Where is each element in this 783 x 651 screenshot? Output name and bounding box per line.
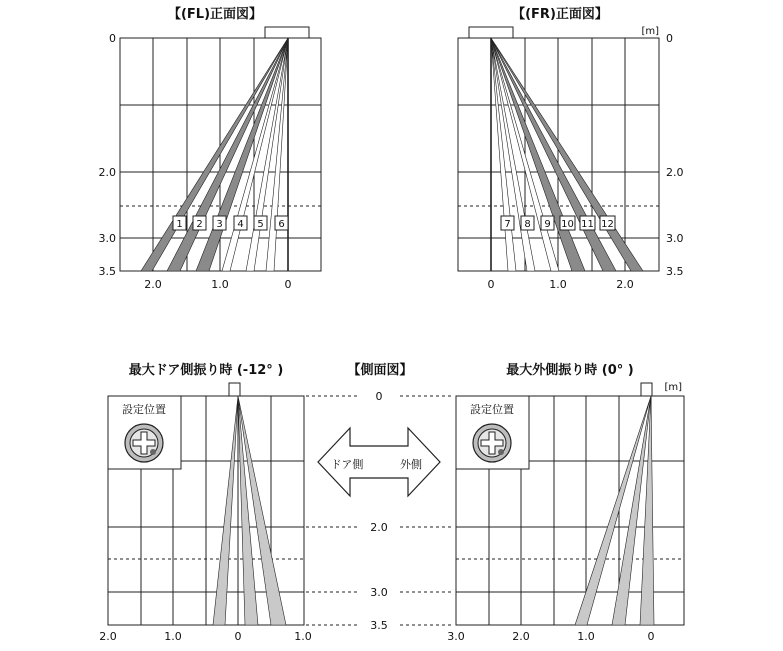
side-right-sensor xyxy=(641,383,652,396)
fr-label-8: 8 xyxy=(524,219,531,230)
fl-beams xyxy=(141,38,288,271)
fl-label-4: 4 xyxy=(237,219,244,230)
side-left-x-tick-0: 2.0 xyxy=(99,630,117,643)
side-left-x-tick-2: 0 xyxy=(234,630,242,643)
fr-x-tick-0: 0 xyxy=(487,278,495,291)
fr-x-tick-1: 1.0 xyxy=(549,278,567,291)
fl-x-tick-0: 2.0 xyxy=(144,278,162,291)
fl-label-1: 1 xyxy=(176,219,183,230)
fr-front-title: 【(FR)正面図】 xyxy=(512,7,608,22)
side-right-x-tick-1: 2.0 xyxy=(512,630,530,643)
fl-front-title: 【(FL)正面図】 xyxy=(167,7,263,22)
side-right-setting-label: 設定位置 xyxy=(470,403,514,416)
fr-y-tick-0: 0 xyxy=(666,32,673,45)
side-center-scale xyxy=(306,390,454,632)
side-right-title: 最大外側振り時 (0° ) xyxy=(506,363,634,378)
fr-front-view xyxy=(458,6,684,291)
fl-sensor-housing xyxy=(265,27,309,38)
side-left-x-tick-1: 1.0 xyxy=(164,630,182,643)
side-view xyxy=(99,362,684,643)
fr-label-10: 10 xyxy=(561,219,574,230)
side-right-x-tick-0: 3.0 xyxy=(447,630,465,643)
side-center-tick-2: 3.0 xyxy=(370,586,388,599)
fr-grid-lines xyxy=(458,38,659,271)
fl-y-tick-0: 0 xyxy=(109,32,116,45)
fl-label-5: 5 xyxy=(257,219,264,230)
side-right-x-tick-3: 0 xyxy=(647,630,655,643)
side-left-setting-label: 設定位置 xyxy=(122,403,166,416)
side-right-x-tick-2: 1.0 xyxy=(577,630,595,643)
side-left-sensor xyxy=(229,383,240,396)
fr-y-tick-3: 3.5 xyxy=(666,265,684,278)
fl-label-6: 6 xyxy=(278,219,285,230)
arrow-door-side-label: ドア側 xyxy=(330,458,364,471)
fr-unit-label: [m] xyxy=(641,26,659,37)
fr-label-12: 12 xyxy=(601,219,614,230)
side-unit-label: [m] xyxy=(664,382,682,393)
side-title: 【側面図】 xyxy=(347,363,413,378)
fr-beams xyxy=(491,38,643,271)
side-center-tick-0: 0 xyxy=(375,390,383,403)
side-left-knob-icon xyxy=(125,424,163,462)
side-left-title: 最大ドア側振り時 (-12° ) xyxy=(128,363,284,378)
fr-label-7: 7 xyxy=(504,219,511,230)
fr-sensor-housing xyxy=(469,27,513,38)
side-right-knob-icon xyxy=(473,424,511,462)
fl-label-3: 3 xyxy=(216,219,223,230)
arrow-outside-label: 外側 xyxy=(400,458,422,471)
fl-label-2: 2 xyxy=(196,219,203,230)
fl-x-tick-2: 0 xyxy=(284,278,292,291)
fl-y-tick-1: 2.0 xyxy=(98,166,116,179)
fr-beam-10 xyxy=(491,38,585,271)
fr-label-9: 9 xyxy=(544,219,551,230)
fr-y-tick-1: 2.0 xyxy=(666,166,684,179)
fr-label-11: 11 xyxy=(581,219,594,230)
side-center-tick-1: 2.0 xyxy=(370,521,388,534)
fl-x-tick-1: 1.0 xyxy=(211,278,229,291)
fr-y-tick-2: 3.0 xyxy=(666,232,684,245)
fl-y-tick-2: 3.0 xyxy=(98,232,116,245)
fl-front-view xyxy=(99,6,322,291)
fl-y-tick-3: 3.5 xyxy=(98,265,116,278)
side-center-tick-3: 3.5 xyxy=(370,619,388,632)
side-right-beams xyxy=(575,396,654,625)
side-left-beam-1 xyxy=(213,396,238,625)
side-left-beams xyxy=(213,396,286,625)
fr-x-tick-2: 2.0 xyxy=(616,278,634,291)
side-left-x-tick-3: 1.0 xyxy=(294,630,312,643)
